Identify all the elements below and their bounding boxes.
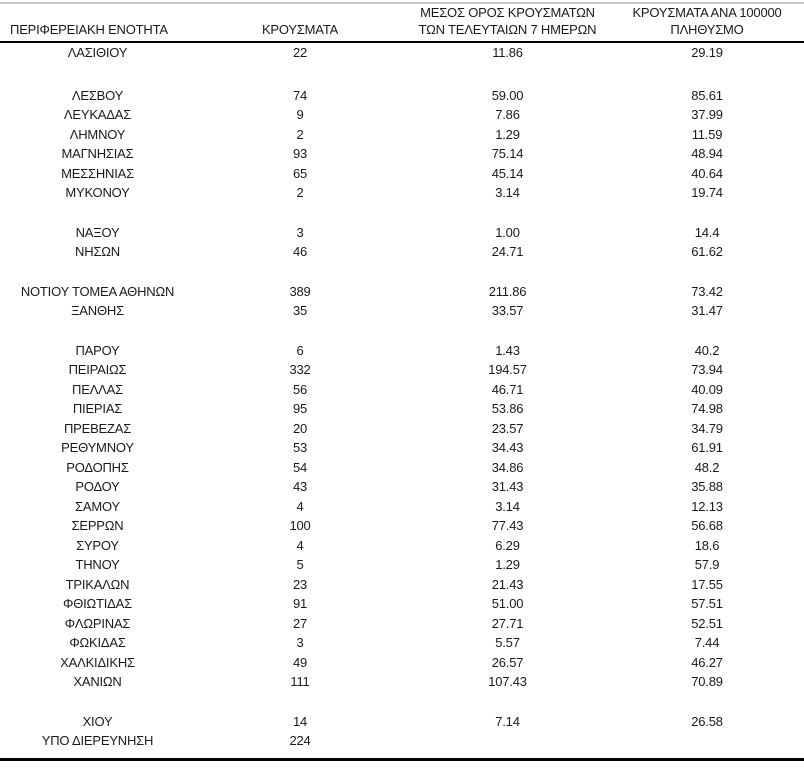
table-body [0,42,804,751]
avg7day-cell: 59.00 [491,87,524,103]
avg7day-cell: 27.71 [491,615,524,631]
avg7day-cell: 5.57 [495,635,520,650]
region-cell: ΧΑΛΚΙΔΙΚΗΣ [60,654,135,670]
column-header-per-100k: ΚΡΟΥΣΜΑΤΑ ΑΝΑ 100000 ΠΛΗΘΥΣΜΟ [610,4,804,42]
region-cell: ΡΟΔΟΠΗΣ [66,459,129,475]
per100k-cell: 52.51 [691,615,723,631]
spacer-cell [0,63,804,86]
avg7day-cell: 53.86 [491,401,524,416]
avg7day-cell: 3.14 [495,185,520,200]
avg7day-cell: 24.71 [491,244,524,259]
table-row [0,144,804,164]
cases-cell: 3 [296,635,304,650]
region-cell: ΥΠΟ ΔΙΕΡΕΥΝΗΣΗ [41,733,154,748]
region-cell: ΣΥΡΟΥ [76,537,119,553]
cases-cell: 93 [292,146,308,161]
avg7day-cell: 33.57 [491,303,524,318]
per100k-cell: 12.13 [691,498,723,514]
cases-cell: 3 [296,224,304,240]
table-row [0,301,804,321]
table-row [0,125,804,145]
avg7day-cell: 211.86 [488,283,527,299]
region-cell: ΜΑΓΝΗΣΙΑΣ [61,146,134,161]
avg7day-cell: 51.00 [491,596,524,611]
per100k-cell: 34.79 [691,420,723,436]
table-row [0,223,804,243]
per100k-cell: 40.64 [691,165,723,181]
region-cell: ΠΑΡΟΥ [75,342,120,358]
column-header-avg-7day: ΜΕΣΟΣ ΟΡΟΣ ΚΡΟΥΣΜΑΤΩΝ ΤΩΝ ΤΕΛΕΥΤΑΙΩΝ 7 ΗΜΕΡΩΝ [405,4,610,42]
per100k-cell: 61.62 [691,244,723,259]
spacer-cell [0,692,804,712]
avg7day-cell: 6.29 [495,537,520,553]
cases-cell: 91 [292,596,308,611]
table-row [0,672,804,692]
avg7day-cell: 34.43 [491,440,524,455]
cases-cell: 49 [292,654,308,670]
per100k-cell: 57.51 [691,596,723,611]
per100k-cell: 73.94 [691,362,723,377]
cases-cell: 9 [296,107,304,122]
region-cell: ΣΕΡΡΩΝ [71,518,124,533]
region-cell: ΦΛΩΡΙΝΑΣ [64,615,131,631]
region-cell: ΡΟΔΟΥ [75,479,120,494]
cases-cell: 35 [292,303,308,318]
per100k-cell: 73.42 [691,283,723,299]
spacer-cell [0,321,804,341]
spacer-cell [0,203,804,223]
cases-cell: 56 [292,381,308,397]
region-cell: ΛΕΥΚΑΔΑΣ [63,107,132,122]
avg7day-cell: 1.29 [495,126,520,142]
table-row [0,575,804,595]
per100k-cell: 61.91 [691,440,723,455]
table-row [0,731,804,751]
per100k-cell: 70.89 [691,674,723,689]
region-cell: ΛΑΣΙΘΙΟΥ [67,45,128,60]
spacer-row [0,203,804,223]
cases-cell: 6 [296,342,304,358]
region-cell: ΠΙΕΡΙΑΣ [72,401,123,416]
table-row [0,242,804,262]
cases-cell: 2 [296,185,304,200]
per100k-cell: 19.74 [691,185,723,200]
region-cell: ΛΕΣΒΟΥ [71,87,124,103]
cases-cell: 65 [292,165,308,181]
spacer-cell [0,262,804,282]
table-row [0,633,804,653]
per100k-cell: 17.55 [691,576,723,592]
avg7day-cell: 23.57 [491,420,524,436]
cases-cell: 389 [289,283,311,299]
spacer-row [0,692,804,712]
spacer-row [0,63,804,86]
table-row [0,477,804,497]
region-cell: ΝΗΣΩΝ [75,244,120,259]
table-row [0,183,804,203]
avg7day-cell: 1.00 [495,224,520,240]
table-row [0,86,804,106]
avg7day-cell: 1.29 [495,557,520,572]
per100k-cell: 57.9 [694,557,720,572]
region-cell: ΣΑΜΟΥ [75,498,120,514]
avg7day-cell: 31.43 [491,479,524,494]
avg7day-cell: 3.14 [495,498,520,514]
region-cell: ΤΗΝΟΥ [75,557,120,572]
per100k-cell: 35.88 [691,479,723,494]
table-row [0,105,804,125]
avg7day-cell: 77.43 [491,518,524,533]
cases-cell: 20 [292,420,308,436]
avg7day-cell: 46.71 [491,381,524,397]
spacer-row [0,321,804,341]
table-row [0,458,804,478]
table-row [0,282,804,302]
table-row [0,360,804,380]
bottom-divider-line [0,758,804,761]
column-header-regional-unit: ΠΕΡΙΦΕΡΕΙΑΚΗ ΕΝΟΤΗΤΑ [0,4,195,42]
table-row [0,164,804,184]
table-row [0,380,804,400]
avg7day-cell: 7.14 [495,713,520,729]
table-row [0,497,804,517]
avg7day-cell: 1.43 [495,342,520,358]
column-header-cases: ΚΡΟΥΣΜΑΤΑ [195,4,405,42]
region-cell: ΞΑΝΘΗΣ [71,303,124,318]
table-row [0,438,804,458]
per100k-cell: 40.2 [694,342,720,358]
cases-cell: 46 [292,244,308,259]
per100k-cell: 37.99 [691,107,723,122]
cases-cell: 74 [292,87,308,103]
region-cell: ΜΥΚΟΝΟΥ [65,185,130,200]
cases-cell: 224 [289,733,311,748]
per100k-cell: 14.4 [694,224,720,240]
per100k-cell: 56.68 [691,518,723,533]
table-row [0,516,804,536]
per100k-cell: 40.09 [691,381,723,397]
table-row [0,42,804,63]
per100k-cell: 29.19 [691,45,723,60]
regional-cases-table [0,4,804,751]
region-cell: ΛΗΜΝΟΥ [69,126,126,142]
per100k-cell: 11.59 [691,126,723,142]
table-header-row [0,4,804,42]
per100k-cell: 85.61 [691,87,723,103]
spacer-row [0,262,804,282]
cases-cell: 53 [292,440,308,455]
per100k-cell: 7.44 [694,635,720,650]
cases-cell: 4 [296,498,304,514]
cases-cell: 2 [296,126,304,142]
cases-cell: 27 [292,615,308,631]
region-cell: ΦΘΙΩΤΙΔΑΣ [63,596,132,611]
avg7day-cell: 45.14 [491,165,524,181]
region-cell: ΠΕΙΡΑΙΩΣ [68,362,127,377]
avg7day-cell: 7.86 [495,107,520,122]
avg7day-cell: 21.43 [491,576,524,592]
region-cell: ΠΡΕΒΕΖΑΣ [63,420,132,436]
region-cell: ΜΕΣΣΗΝΙΑΣ [61,165,134,181]
cases-cell: 4 [296,537,304,553]
region-cell: ΡΕΘΥΜΝΟΥ [61,440,134,455]
per100k-cell: 48.94 [691,146,723,161]
table-row [0,712,804,732]
avg7day-cell: 107.43 [488,674,527,689]
table-row [0,399,804,419]
table-row [0,536,804,556]
region-cell: ΦΩΚΙΔΑΣ [69,635,126,650]
avg7day-cell: 34.86 [491,459,524,475]
region-cell: ΝΟΤΙΟΥ ΤΟΜΕΑ ΑΘΗΝΩΝ [20,283,175,299]
avg7day-cell: 26.57 [491,654,524,670]
avg7day-cell: 11.86 [492,45,523,60]
per100k-cell: 31.47 [691,303,723,318]
cases-cell: 43 [292,479,308,494]
cases-cell: 332 [289,362,311,377]
per100k-cell: 18.6 [694,537,720,553]
region-cell: ΧΙΟΥ [82,713,113,729]
region-cell: ΠΕΛΛΑΣ [72,381,123,397]
table-header [0,4,804,42]
cases-cell: 14 [292,713,308,729]
cases-cell: 22 [292,45,308,60]
cases-cell: 100 [289,518,311,533]
per100k-cell: 26.58 [691,713,723,729]
avg7day-cell: 194.57 [488,362,527,377]
region-cell: ΤΡΙΚΑΛΩΝ [65,576,130,592]
per100k-cell [610,731,804,751]
region-cell: ΝΑΞΟΥ [75,224,120,240]
cases-cell: 95 [292,401,308,416]
table-row [0,555,804,575]
cases-cell: 111 [290,674,310,689]
per100k-cell: 46.27 [691,654,723,670]
table-row [0,653,804,673]
cases-cell: 23 [292,576,308,592]
cases-cell: 5 [296,557,304,572]
table-row [0,614,804,634]
cases-cell: 54 [292,459,308,475]
table-row [0,341,804,361]
avg7day-cell [405,731,610,751]
avg7day-cell: 75.14 [491,146,524,161]
per100k-cell: 48.2 [694,459,720,475]
table-row [0,594,804,614]
region-cell: ΧΑΝΙΩΝ [73,674,122,689]
per100k-cell: 74.98 [691,401,723,416]
table-row [0,419,804,439]
